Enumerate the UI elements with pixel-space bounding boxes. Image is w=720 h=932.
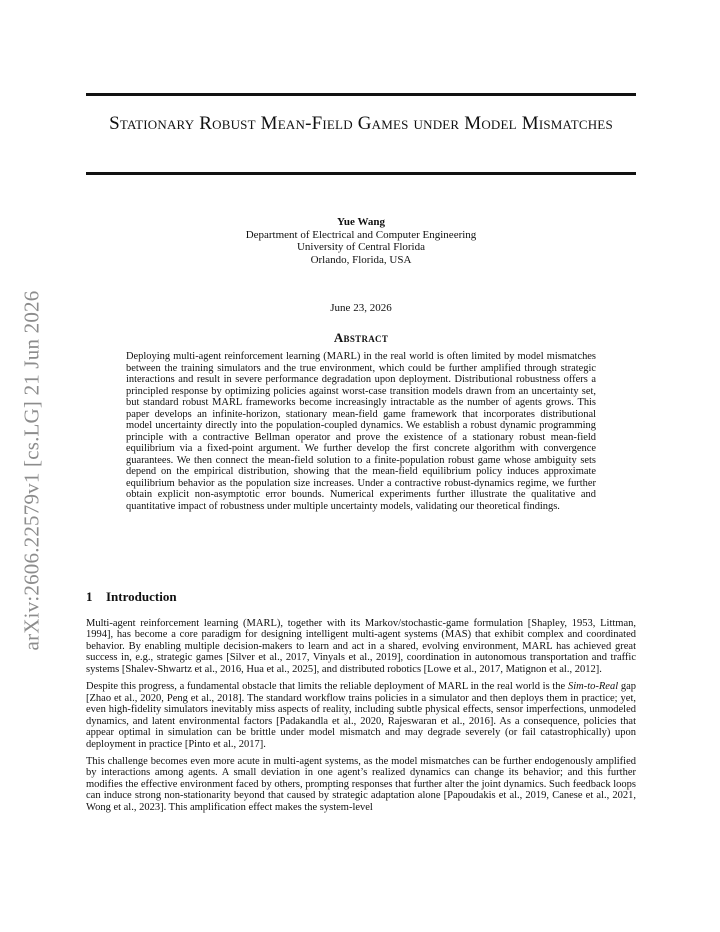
abstract-text: Deploying multi-agent reinforcement learning (MARL) in the real world is often limited by model mismatches between the training simulators and the true environment, which could be further amplified through strategic interactions and result in severe performance degradation upon deployment. Distributional robustness offers a principled response by optimizing policies against worst-case transition models drawn from an uncertainty set, but standard robust MARL frameworks become increasingly intractable as the number of agents grows. This paper develops an infinite-horizon, stationary mean-field game framework that incorporates distributional model uncertainty directly into the population-coupled dynamics. We establish a robust dynamic programming principle with a contractive Bellman operator and prove the existence of a stationary robust mean-field equilibrium via a fixed-point argument. We further develop the first concrete algorithm with convergence guarantees. We then connect the mean-field solution to a finite-population robust game whose ambiguity sets depend on the empirical distribution, showing that the mean-field equilibrium policy induces approximate equilibrium behavior as the population size increases. Under a contractive robust-dynamics regime, we further obtain explicit non-asymptotic error bounds. Numerical experiments further illustrate the qualitative and quantitative impact of robustness under multiple uncertainty models, validating our theoretical findings. xyxy=(126,351,596,512)
author-block xyxy=(86,216,636,266)
author-university: University of Central Florida xyxy=(296,241,425,253)
abstract-heading: Abstract xyxy=(333,330,389,345)
author-location: Orlando, Florida, USA xyxy=(310,253,412,266)
arxiv-identifier-stamp xyxy=(12,270,52,670)
author-department: Department of Electrical and Computer Engineering xyxy=(245,228,477,241)
paragraph-2-emphasis: Sim-to-Real xyxy=(567,681,619,693)
paragraph-2 xyxy=(86,681,636,750)
section-heading xyxy=(86,589,636,605)
paper-date: June 23, 2026 xyxy=(330,302,392,314)
title-rule-bottom xyxy=(86,172,636,175)
paragraph-2-lead: Despite this progress, a fundamental obstacle that limits the reliable deployment of MARL in the real world is the xyxy=(86,681,568,693)
title-rule-top xyxy=(86,93,636,96)
paragraph-3: This challenge becomes even more acute in multi-agent systems, as the model mismatches can be further endogenously amplified by interactions among agents. A small deviation in one agent’s realized dynamics can change its behavior; and this further modifies the effective environment faced by others, prompting responses that further alter the joint dynamics. Such feedback loops can induce strong non-stationarity beyond that caused by strategic adaptation alone [Papoudakis et al., 2019, Canese et al., 2021, Wong et al., 2023]. This amplification effect makes the system-level xyxy=(86,755,636,813)
paper-title: Stationary Robust Mean-Field Games under Model Mismatches xyxy=(109,113,613,134)
arxiv-identifier-text: arXiv:2606.22579v1 [cs.LG] 21 Jun 2026 xyxy=(19,290,44,650)
section-body xyxy=(86,618,636,819)
section-title: Introduction xyxy=(106,589,177,604)
paragraph-2-rest: gap [Zhao et al., 2020, Peng et al., 2018]. The standard workflow trains policies in a simulator and then deploys them in practice; yet, even high-fidelity simulators inevitably miss aspects of reality, including subtle physical effects, sensor imperfections, unmodeled dynamics, and latent environmental factors [Padakandla et al., 2020, Rajeswaran et al., 2016]. As a consequence, policies that appear optimal in simulation can be brittle under model mismatch and may degrade severely (or fail catastrophically) upon deployment in practice [Pinto et al., 2017]. xyxy=(86,681,636,750)
paragraph-1: Multi-agent reinforcement learning (MARL), together with its Markov/stochastic-game formulation [Shapley, 1953, Littman, 1994], has become a core paradigm for designing intelligent multi-agent systems (MAS) that exhibit complex and coordinated behavior. By enabling multiple decision-makers to learn and act in a shared, evolving environment, MARL has achieved great success in, e.g., strategic games [Silver et al., 2017, Vinyals et al., 2019], coordination in autonomous transportation and traffic systems [Shalev-Shwartz et al., 2016, Hua et al., 2025], and distributed robotics [Lowe et al., 2017, Matignon et al., 2012]. xyxy=(86,618,636,675)
author-name: Yue Wang xyxy=(337,216,385,228)
section-number: 1 xyxy=(86,589,93,604)
